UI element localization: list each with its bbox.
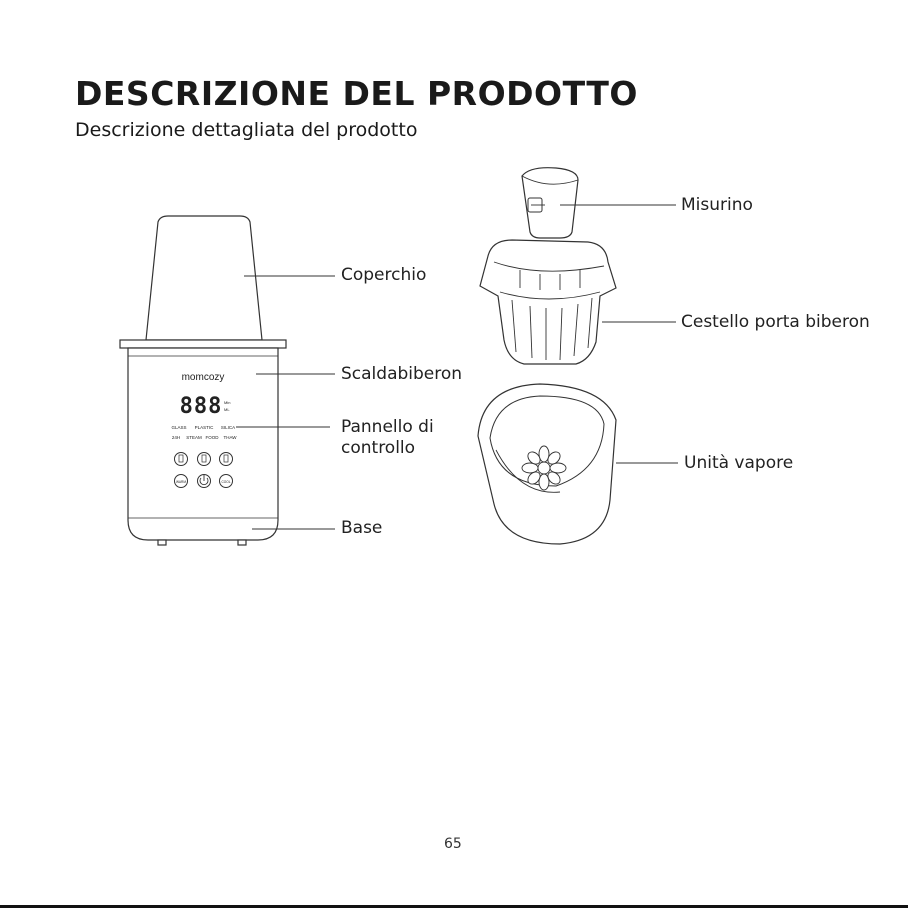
panel-label-food: FOOD [205, 435, 219, 440]
steam-unit-illustration [478, 384, 616, 544]
warm-button-label: WARM [176, 480, 186, 484]
display-unit-min: Min [224, 400, 231, 405]
label-base: Base [341, 518, 383, 538]
label-cestello: Cestello porta biberon [681, 312, 870, 332]
label-coperchio: Coperchio [341, 265, 427, 285]
display-digits: 888 [179, 394, 223, 419]
rim-plate [120, 340, 286, 348]
panel-label-steam: STEAM [186, 435, 202, 440]
label-misurino: Misurino [681, 195, 753, 215]
label-scaldabiberon: Scaldabiberon [341, 364, 463, 384]
lid-shape [146, 216, 262, 340]
foot-left [158, 540, 166, 545]
label-pannello-line1: Pannello di [341, 417, 434, 437]
cool-button-label: COOL [221, 480, 231, 484]
label-unita-vapore: Unità vapore [684, 453, 794, 473]
page-number: 65 [444, 836, 462, 852]
display-unit-ml: ML [224, 407, 230, 412]
panel-label-silica: SILICA [220, 425, 236, 430]
page-title: DESCRIZIONE DEL PRODOTTO [75, 74, 638, 113]
foot-right [238, 540, 246, 545]
bottle-basket-illustration [480, 240, 616, 364]
panel-label-glass: GLASS [171, 425, 187, 430]
panel-label-thaw: THAW [223, 435, 237, 440]
brand-logo: momcozy [181, 372, 225, 383]
panel-label-24h: 24H [171, 435, 181, 440]
page-subtitle: Descrizione dettagliata del prodotto [75, 119, 418, 141]
measuring-cup-illustration [522, 168, 578, 238]
label-pannello-line2: controllo [341, 438, 416, 458]
panel-label-plastic: PLASTIC [194, 425, 214, 430]
